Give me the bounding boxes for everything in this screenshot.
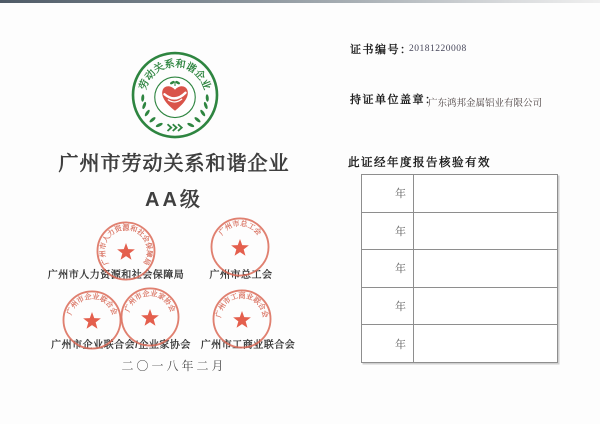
annual-verification-table (361, 174, 558, 363)
svg-text:广州市总工会: 广州市总工会 (217, 219, 263, 237)
certificate-grade: AA级 (145, 189, 203, 211)
issue-date: 二〇一八年二月 (121, 359, 227, 373)
year-label-cell: 年 (362, 287, 414, 325)
seal-label-enterprise-confederation: 广州市企业联合会/企业家协会 (51, 340, 191, 351)
harmonious-enterprise-logo (130, 50, 220, 140)
stamp-enterprise-confederation (61, 289, 123, 351)
verification-blank-cell (414, 175, 558, 213)
year-label-cell: 年 (362, 175, 414, 213)
year-label-cell: 年 (362, 250, 414, 288)
certificate-title: 广州市劳动关系和谐企业 (58, 153, 290, 175)
star-icon (83, 312, 101, 329)
star-icon (117, 243, 135, 260)
star-icon (233, 311, 251, 328)
verification-blank-cell (414, 287, 558, 325)
star-icon (231, 239, 249, 256)
star-icon (141, 309, 159, 326)
seal-label-industry-commerce-federation: 广州市工商业联合会 (200, 340, 296, 351)
svg-text:广州市工商业联合会: 广州市工商业联合会 (214, 291, 270, 319)
year-label-cell: 年 (362, 325, 414, 363)
holder-label: 持证单位盖章： (350, 94, 438, 106)
validity-note: 此证经年度报告核验有效 (348, 157, 491, 169)
chevron-arrows-icon (168, 124, 182, 131)
table-row (362, 287, 558, 325)
stamp-hr-bureau (95, 220, 157, 282)
svg-text:广州市人力资源和社会保障局: 广州市人力资源和社会保障局 (98, 223, 154, 267)
stamp-trade-union (209, 216, 271, 278)
seal-label-hr-bureau: 广州市人力资源和社会保障局 (47, 270, 185, 281)
stamp-industry-commerce-federation (211, 288, 273, 350)
holder-value: 广东鸿邦金属铝业有限公司 (428, 99, 543, 109)
table-row (362, 325, 558, 363)
table-row (362, 212, 558, 250)
cert-no-value: 20181220008 (409, 44, 467, 54)
svg-text:广州市企业家协会: 广州市企业家协会 (123, 289, 177, 314)
cert-no-label: 证书编号： (350, 44, 413, 56)
verification-blank-cell (414, 325, 558, 363)
verification-blank-cell (414, 212, 558, 250)
seal-label-trade-union: 广州市总工会 (209, 270, 273, 281)
table-row (362, 250, 558, 288)
table-row (362, 175, 558, 213)
logo-arc-text: 劳动关系和谐企业 (137, 58, 213, 92)
year-label-cell: 年 (362, 212, 414, 250)
stamp-entrepreneur-association (119, 286, 181, 348)
svg-text:广州市企业联合会: 广州市企业联合会 (65, 292, 119, 317)
scan-edge-line (0, 0, 600, 3)
verification-blank-cell (414, 250, 558, 288)
